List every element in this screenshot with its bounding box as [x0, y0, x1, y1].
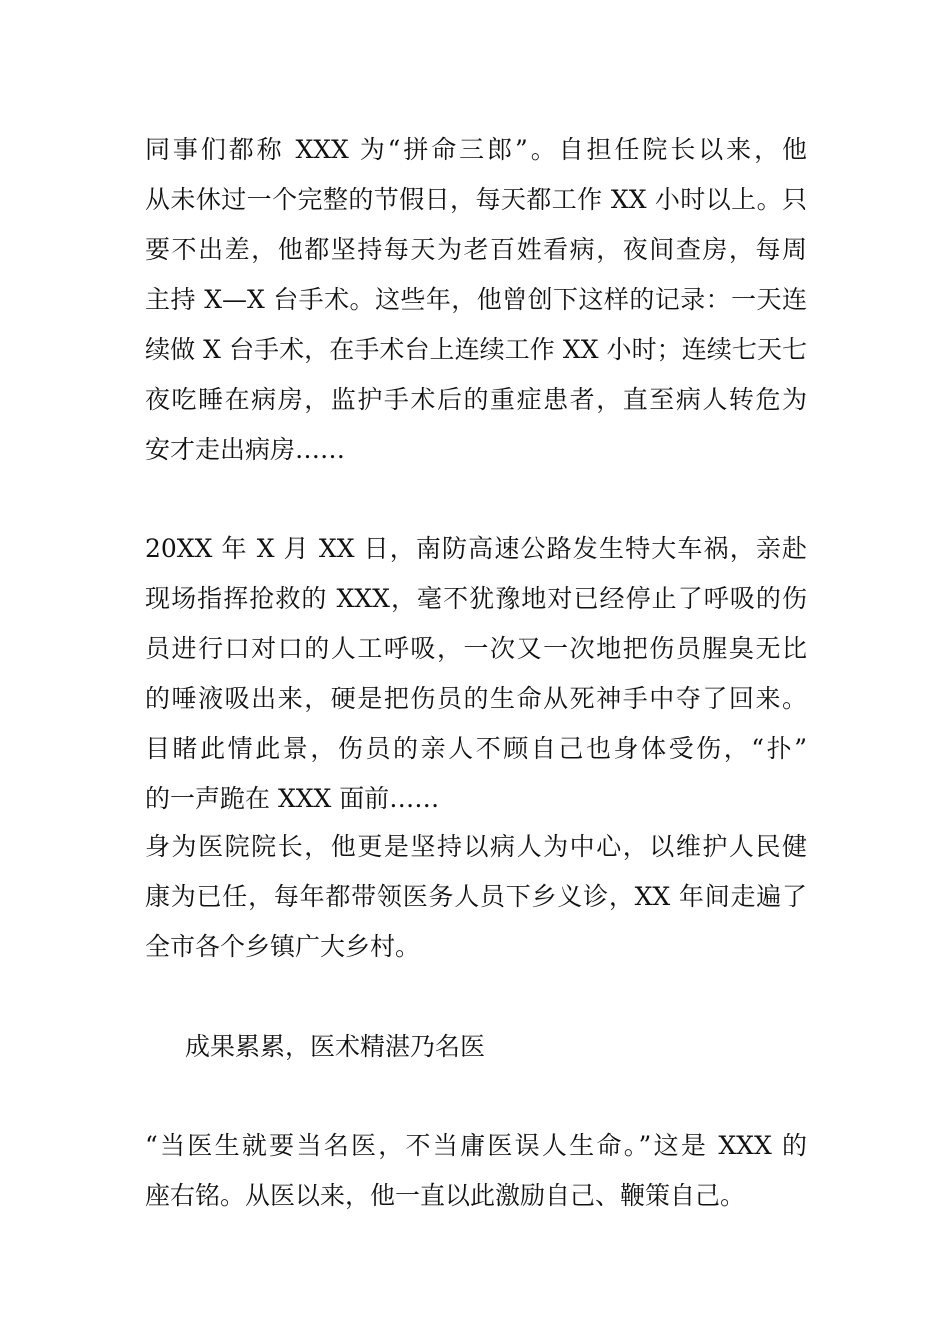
paragraph-1-line-3: 要不出差，他都坚持每天为老百姓看病，夜间查房，每周	[145, 235, 807, 264]
closing-paragraph-line-1: “当医生就要当名医，不当庸医误人生命。”这是 XXX 的	[145, 1131, 807, 1160]
paragraph-1-line-1: 同事们都称 XXX 为“拼命三郎”。自担任院长以来，他	[145, 135, 807, 164]
section-heading: 成果累累，医术精湛乃名医	[185, 1032, 486, 1061]
paragraph-1-line-7: 安才走出病房……	[145, 435, 346, 464]
paragraph-1-line-2: 从未休过一个完整的节假日，每天都工作 XX 小时以上。只	[145, 185, 807, 214]
paragraph-2-line-5: 目睹此情此景，伤员的亲人不顾自己也身体受伤，“扑”	[145, 734, 807, 763]
paragraph-2-line-6: 的一声跪在 XXX 面前……	[145, 784, 440, 813]
paragraph-3-line-1: 身为医院院长，他更是坚持以病人为中心，以维护人民健	[145, 832, 807, 861]
paragraph-1-line-4: 主持 X—X 台手术。这些年，他曾创下这样的记录：一天连	[145, 285, 807, 314]
paragraph-1-line-6: 夜吃睡在病房，监护手术后的重症患者，直至病人转危为	[145, 385, 807, 414]
paragraph-2-line-4: 的唾液吸出来，硬是把伤员的生命从死神手中夺了回来。	[145, 684, 807, 713]
paragraph-3-line-3: 全市各个乡镇广大乡村。	[145, 932, 421, 961]
closing-paragraph-line-2: 座右铭。从医以来，他一直以此激励自己、鞭策自己。	[145, 1181, 746, 1210]
paragraph-2-line-3: 员进行口对口的人工呼吸，一次又一次地把伤员腥臭无比	[145, 634, 807, 663]
paragraph-1-line-5: 续做 X 台手术，在手术台上连续工作 XX 小时；连续七天七	[145, 335, 807, 364]
paragraph-2-line-1: 20XX 年 X 月 XX 日，南防高速公路发生特大车祸，亲赴	[145, 534, 807, 563]
paragraph-3-line-2: 康为已任，每年都带领医务人员下乡义诊，XX 年间走遍了	[145, 882, 807, 911]
paragraph-2-line-2: 现场指挥抢救的 XXX，毫不犹豫地对已经停止了呼吸的伤	[145, 584, 807, 613]
